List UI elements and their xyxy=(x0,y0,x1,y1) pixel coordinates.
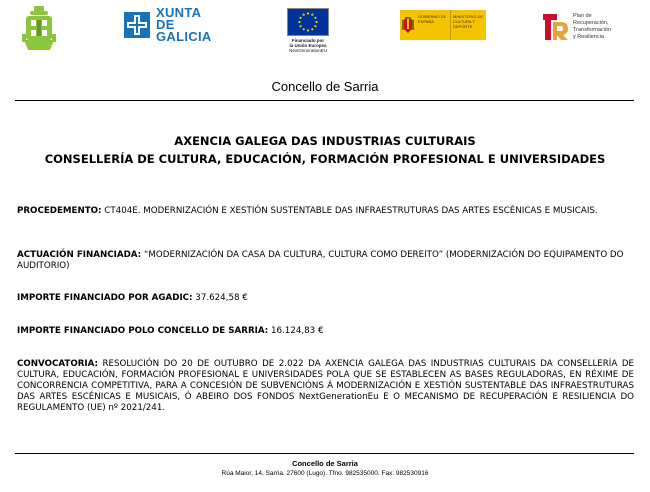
footer-divider xyxy=(15,453,634,454)
eu-flag-icon xyxy=(287,8,329,36)
eu-line-1: Financiado por xyxy=(291,38,325,43)
gobierno-espana-logo xyxy=(400,10,486,40)
convocatoria-paragraph xyxy=(17,359,634,414)
logo-strip xyxy=(0,0,650,60)
sarria-crest-logo xyxy=(22,6,56,50)
actuacion-paragraph xyxy=(17,250,634,272)
footer-org-name: Concello de Sarria xyxy=(292,459,358,468)
xunta-emblem-icon xyxy=(124,12,150,38)
spain-coat-of-arms-icon xyxy=(400,10,416,40)
footer-address: Rúa Maior, 14, Sarria. 27600 (Lugo). Tfno. 982535000. Fax: 982530916 xyxy=(221,470,429,477)
prtr-line-4: y Resiliencia xyxy=(573,34,604,40)
procedemento-label: PROCEDEMENTO: xyxy=(17,206,102,216)
xunta-line-1: XUNTA xyxy=(156,5,202,20)
eu-line-2: la Unión Europea xyxy=(289,43,327,48)
prtr-line-2: Recuperación, xyxy=(573,20,609,26)
actuacion-value: “MODERNIZACIÓN DA CASA DA CULTURA, CULTURA COMO DEREITO” (MODERNIZACIÓN DO EQUIPAMENTO DO AUDITORIO) xyxy=(17,250,624,271)
procedemento-paragraph xyxy=(17,206,634,217)
xunta-line-2: DE GALICIA xyxy=(156,17,212,44)
agadic-value: 37.624,58 € xyxy=(192,293,248,303)
heading-conselleria: CONSELLERÍA DE CULTURA, EDUCACIÓN, FORMACIÓN PROFESIONAL E UNIVERSIDADES xyxy=(44,152,606,166)
prtr-line-3: Transformación xyxy=(573,27,612,33)
prtr-mark-icon xyxy=(541,12,569,42)
actuacion-label: ACTUACIÓN FINANCIADA: xyxy=(17,250,142,260)
concello-label: IMPORTE FINANCIADO POLO CONCELLO DE SARRIA: xyxy=(17,326,269,336)
eu-funding-logo xyxy=(286,8,330,60)
agadic-label: IMPORTE FINANCIADO POR AGADIC: xyxy=(17,293,193,303)
prtr-line-1: Plan de xyxy=(573,13,592,19)
heading-axencia: AXENCIA GALEGA DAS INDUSTRIAS CULTURAIS xyxy=(174,134,476,148)
xunta-de-galicia-logo xyxy=(124,5,234,44)
convocatoria-value: RESOLUCIÓN DO 20 DE OUTUBRO DE 2.022 DA AXENCIA GALEGA DAS INDUSTRIAS CULTURAIS DA CONSELLERÍA DE CULTURA, EDUCACIÓN, FORMACIÓN PROFESIONAL E UNIVERSIDADES POLA QUE SE ESTABLECEN AS BASES REGULADORAS, EN RÉXIME DE CONCORRENCIA COMPETITIVA, PARA A CONCESIÓN DE SUBVENCIÓNS Á MODERNIZACIÓN E XESTIÓN SUSTENTABLE DAS INFRAESTRUTURAS DAS ARTES ESCÉNICAS E MUSICAIS, Ó ABEIRO DOS FONDOS NextGenerationEu E O MECANISMO DE RECUPERACIÓN E RESILIENCIA DO REGULAMENTO (UE) nº 2021/241. xyxy=(17,359,634,413)
prtr-logo xyxy=(541,10,641,44)
eu-line-3: NextGenerationEU xyxy=(289,48,327,53)
header-divider xyxy=(15,100,634,101)
page-header-title: Concello de Sarria xyxy=(271,79,379,94)
convocatoria-label: CONVOCATORIA: xyxy=(17,359,99,369)
ministerio-label: MINISTERIO DE CULTURA Y DEPORTE xyxy=(450,10,486,40)
gobierno-label: GOBIERNO DE ESPAÑA xyxy=(418,14,447,24)
crest-icon xyxy=(22,6,56,50)
agadic-paragraph xyxy=(17,293,634,304)
concello-value: 16.124,83 € xyxy=(268,326,324,336)
concello-paragraph xyxy=(17,326,634,337)
procedemento-value: CT404E. MODERNIZACIÓN E XESTIÓN SUSTENTABLE DAS INFRAESTRUTURAS DAS ARTES ESCÉNICAS E MUSICAIS. xyxy=(101,206,598,216)
